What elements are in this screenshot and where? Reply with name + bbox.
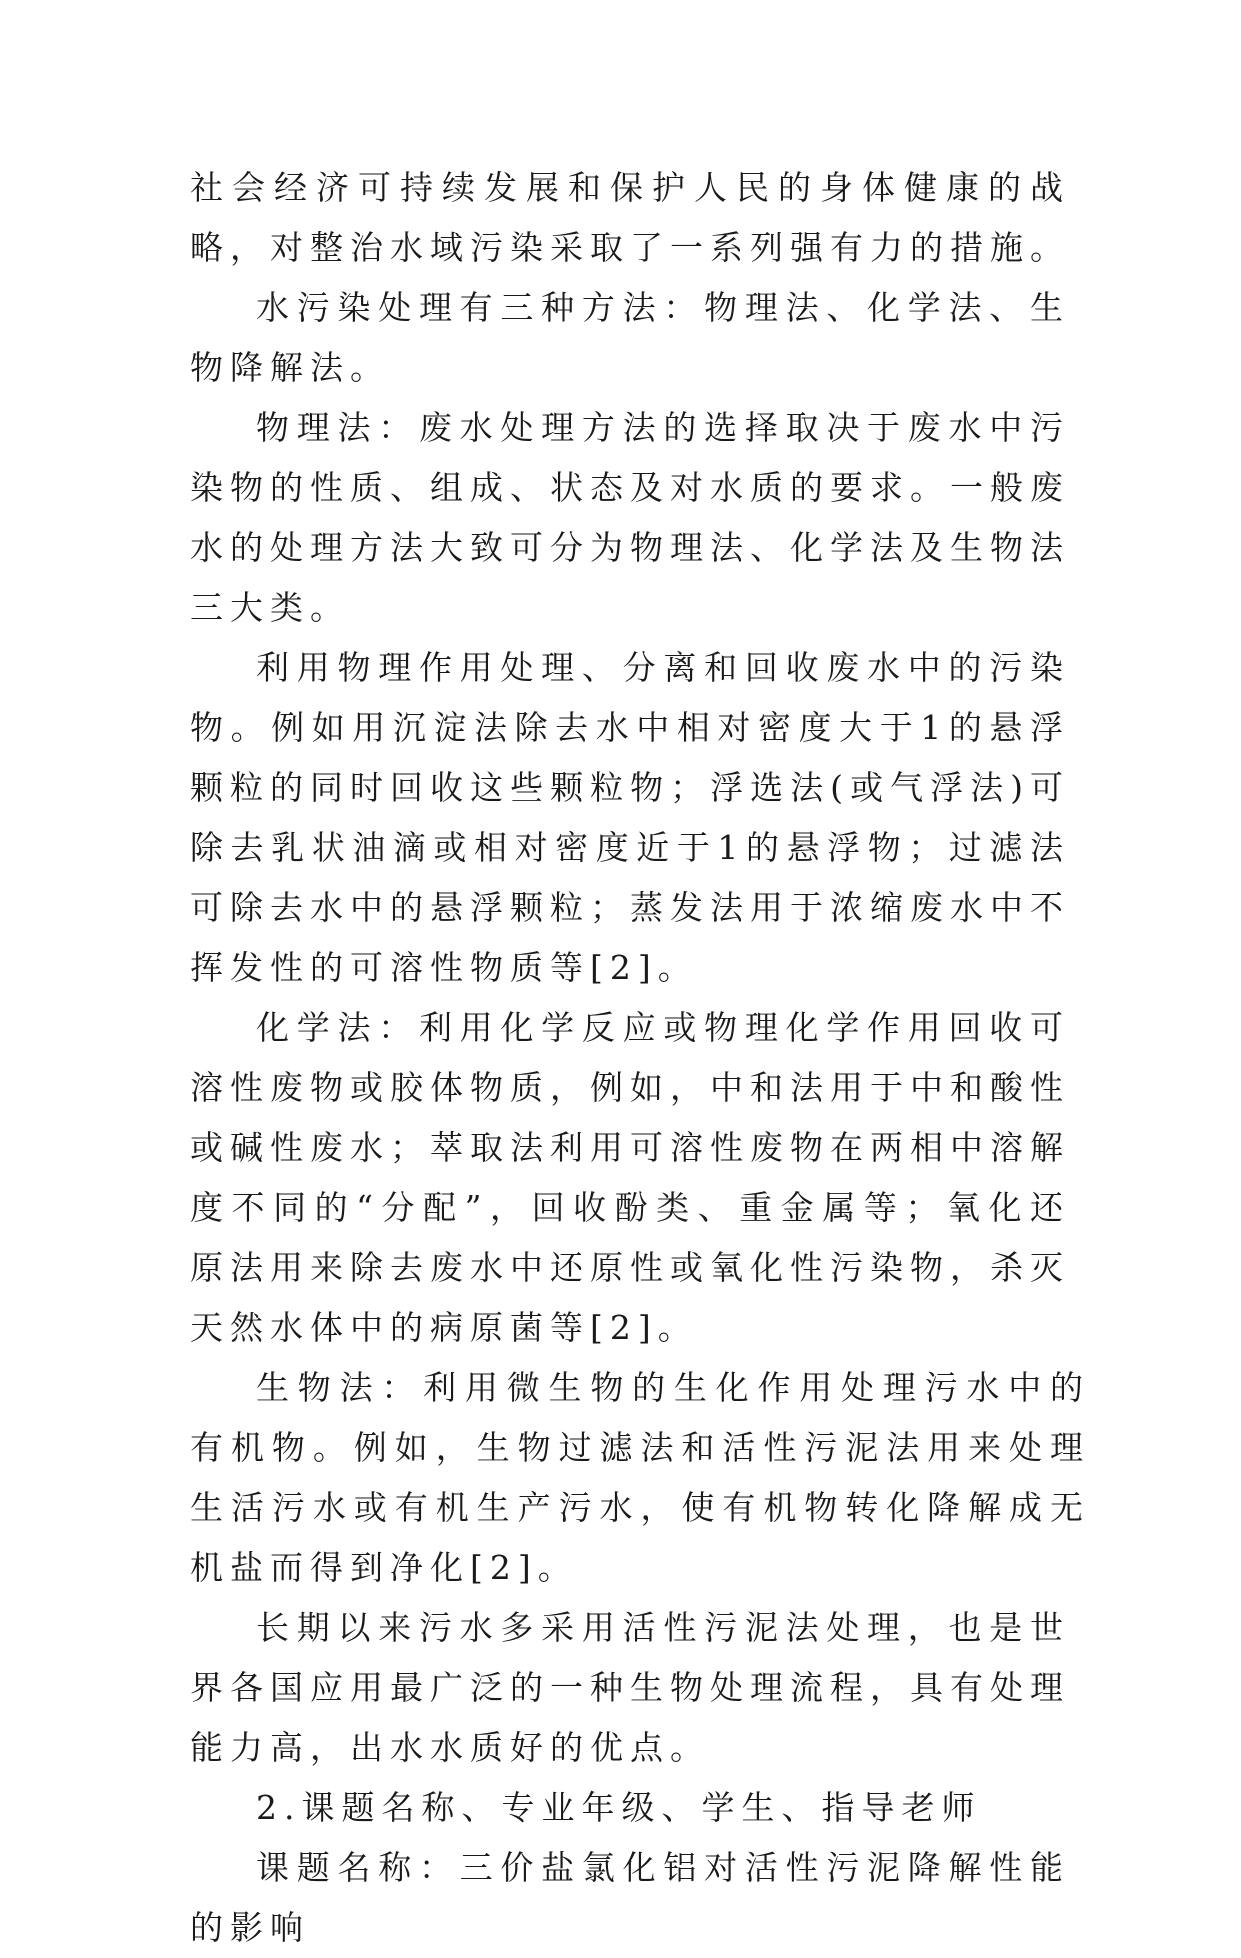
paragraph-topic-title: 课题名称：三价盐氯化铝对活性污泥降解性能的影响 <box>190 1848 1070 1947</box>
section-heading: 2.课题名称、专业年级、学生、指导老师 <box>256 1788 982 1827</box>
document-body <box>190 158 1090 1958</box>
paragraph-methods-intro: 水污染处理有三种方法：物理法、化学法、生物降解法。 <box>190 288 1070 387</box>
paragraph-continuation: 社会经济可持续发展和保护人民的身体健康的战略，对整治水域污染采取了一系列强有力的措施。 <box>190 168 1070 267</box>
paragraph-activated-sludge: 长期以来污水多采用活性污泥法处理，也是世界各国应用最广泛的一种生物处理流程，具有处理能力高，出水水质好的优点。 <box>190 1608 1070 1767</box>
paragraph-physical-method: 物理法：废水处理方法的选择取决于废水中污染物的性质、组成、状态及对水质的要求。一般废水的处理方法大致可分为物理法、化学法及生物法三大类。 <box>190 408 1070 627</box>
paragraph-chemical-method: 化学法：利用化学反应或物理化学作用回收可溶性废物或胶体物质，例如，中和法用于中和酸性或碱性废水；萃取法利用可溶性废物在两相中溶解度不同的“分配”，回收酚类、重金属等；氧化还原法用来除去废水中还原性或氧化性污染物，杀灭天然水体中的病原菌等[2]。 <box>190 1008 1070 1347</box>
paragraph-physical-examples: 利用物理作用处理、分离和回收废水中的污染物。例如用沉淀法除去水中相对密度大于1的悬浮颗粒的同时回收这些颗粒物；浮选法(或气浮法)可除去乳状油滴或相对密度近于1的悬浮物；过滤法可除去水中的悬浮颗粒；蒸发法用于浓缩废水中不挥发性的可溶性物质等[2]。 <box>190 648 1070 987</box>
paragraph-biological-method: 生物法：利用微生物的生化作用处理污水中的有机物。例如，生物过滤法和活性污泥法用来处理生活污水或有机生产污水，使有机物转化降解成无机盐而得到净化[2]。 <box>190 1368 1090 1587</box>
